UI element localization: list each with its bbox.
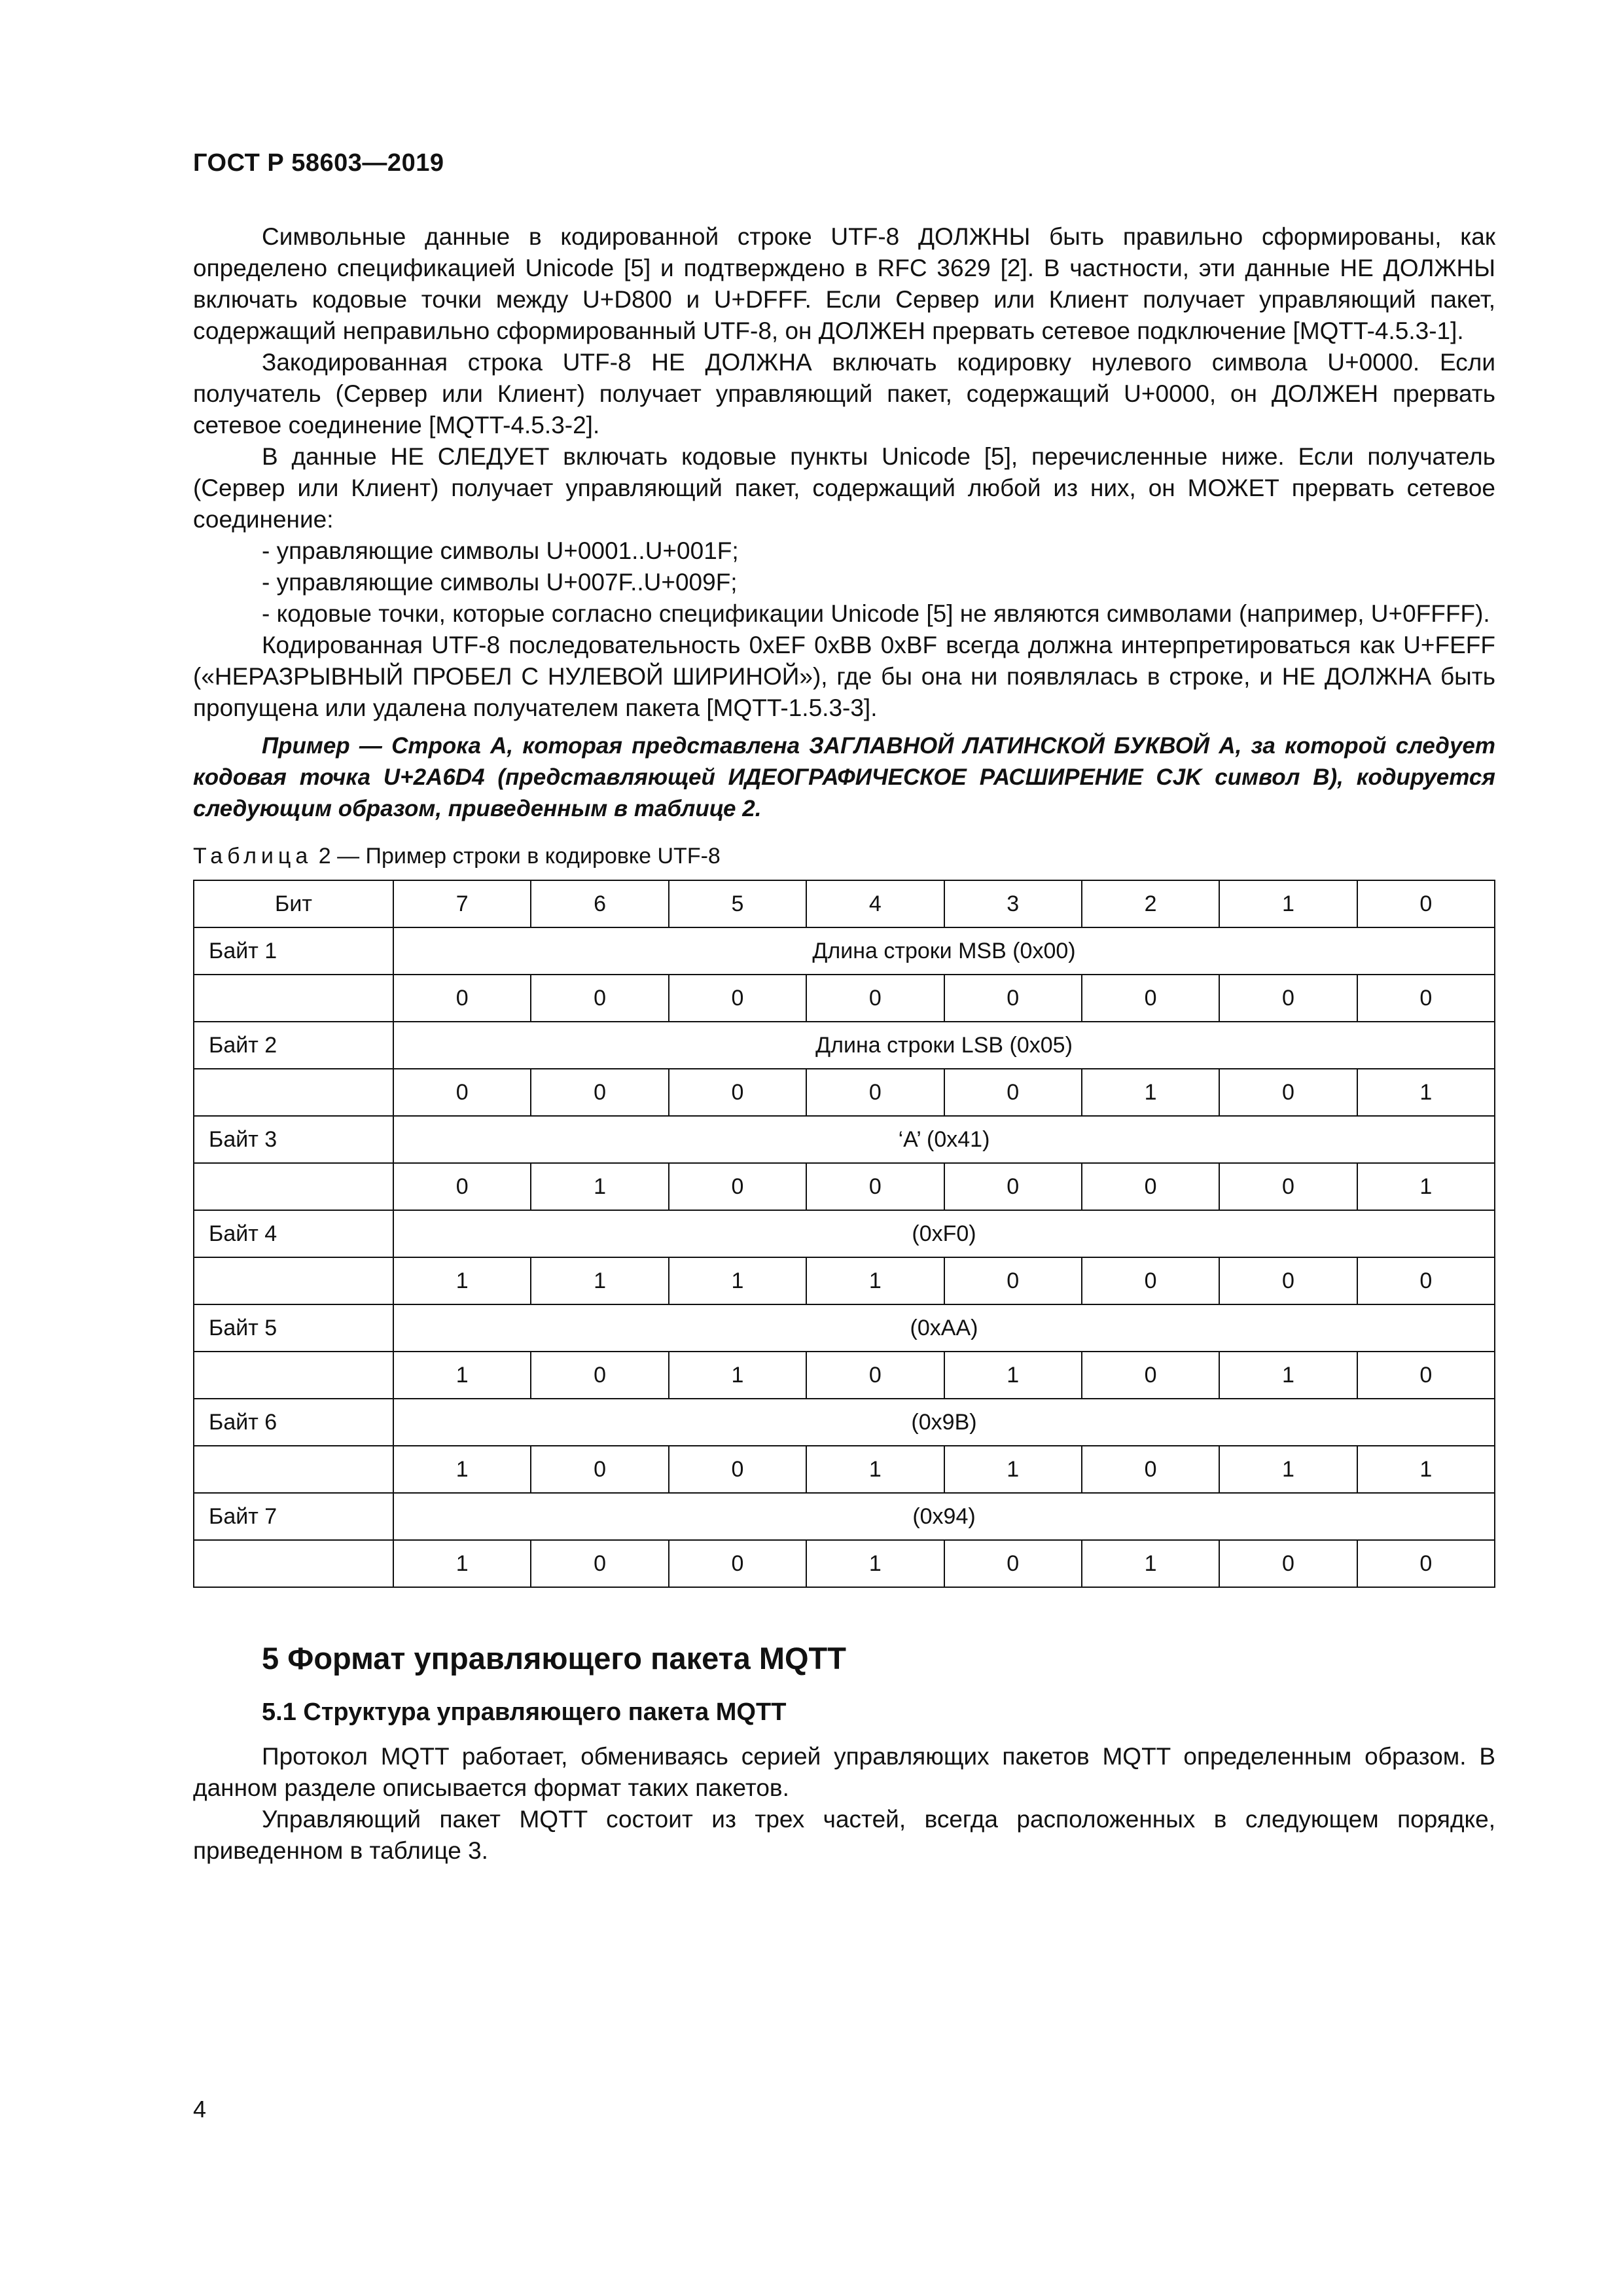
paragraph-null-char: Закодированная строка UTF-8 НЕ ДОЛЖНА включать кодировку нулевого символа U+0000. Если получатель (Сервер или Клиент) получает управляющий пакет, содержащий U+0000, он ДОЛЖЕН прервать сетевое соединение [MQTT-4.5.3-2]. bbox=[193, 349, 1495, 439]
bit-value-cell: 1 bbox=[669, 1257, 806, 1304]
bit-value-cell: 0 bbox=[1219, 975, 1357, 1022]
table-row-byte-label bbox=[194, 1022, 1495, 1069]
bit-value-cell: 0 bbox=[944, 1257, 1082, 1304]
bit-value-cell: 0 bbox=[1082, 1257, 1219, 1304]
bit-value-cell: 1 bbox=[531, 1257, 668, 1304]
utf8-bit-table bbox=[193, 880, 1495, 1588]
table-row-bits bbox=[194, 1352, 1495, 1399]
bit-value-cell: 1 bbox=[1357, 1069, 1495, 1116]
bit-value-cell: 1 bbox=[669, 1352, 806, 1399]
empty-cell bbox=[194, 1446, 393, 1493]
byte-description-cell: (0x9B) bbox=[393, 1399, 1495, 1446]
bit-value-cell: 1 bbox=[1357, 1446, 1495, 1493]
empty-cell bbox=[194, 1163, 393, 1210]
paragraph-excluded-codepoints: В данные НЕ СЛЕДУЕТ включать кодовые пункты Unicode [5], перечисленные ниже. Если получатель (Сервер или Клиент) получает управляющий пакет, содержащий любой из них, он МОЖЕТ прервать сетевое соединение: bbox=[193, 443, 1495, 533]
byte-description-cell: Длина строки LSB (0x05) bbox=[393, 1022, 1495, 1069]
bit-value-cell: 0 bbox=[1219, 1540, 1357, 1587]
table-row-bits bbox=[194, 1069, 1495, 1116]
bit-value-cell: 0 bbox=[1357, 1540, 1495, 1587]
byte-description-cell: (0x94) bbox=[393, 1493, 1495, 1540]
byte-description-cell: ‘A’ (0x41) bbox=[393, 1116, 1495, 1163]
bit-value-cell: 1 bbox=[806, 1257, 944, 1304]
bit-value-cell: 0 bbox=[393, 1069, 531, 1116]
bit-value-cell: 0 bbox=[806, 1163, 944, 1210]
header-cell: 6 bbox=[531, 880, 668, 927]
bit-value-cell: 0 bbox=[1219, 1069, 1357, 1116]
bit-value-cell: 1 bbox=[393, 1257, 531, 1304]
header-cell: 5 bbox=[669, 880, 806, 927]
bit-value-cell: 0 bbox=[806, 1069, 944, 1116]
list-item: - кодовые точки, которые согласно спецификации Unicode [5] не являются символами (например, U+0FFFF). bbox=[262, 600, 1490, 627]
bit-value-cell: 0 bbox=[531, 975, 668, 1022]
empty-cell bbox=[194, 1257, 393, 1304]
bit-value-cell: 0 bbox=[393, 1163, 531, 1210]
bit-value-cell: 1 bbox=[944, 1446, 1082, 1493]
table-row-bits bbox=[194, 1446, 1495, 1493]
bit-value-cell: 1 bbox=[806, 1540, 944, 1587]
bit-value-cell: 0 bbox=[531, 1352, 668, 1399]
bit-value-cell: 1 bbox=[393, 1446, 531, 1493]
bit-value-cell: 0 bbox=[806, 1352, 944, 1399]
bit-value-cell: 1 bbox=[1219, 1352, 1357, 1399]
bit-value-cell: 0 bbox=[669, 975, 806, 1022]
table-row-byte-label bbox=[194, 1399, 1495, 1446]
bit-value-cell: 1 bbox=[1082, 1069, 1219, 1116]
table-row-bits bbox=[194, 1257, 1495, 1304]
table-caption-text: 2 — Пример строки в кодировке UTF-8 bbox=[312, 844, 721, 869]
bit-value-cell: 0 bbox=[1082, 1163, 1219, 1210]
page-body bbox=[193, 221, 1495, 1867]
table-row-byte-label bbox=[194, 1116, 1495, 1163]
header-cell: 3 bbox=[944, 880, 1082, 927]
byte-label-cell: Байт 1 bbox=[194, 927, 393, 975]
bit-value-cell: 1 bbox=[393, 1352, 531, 1399]
bit-value-cell: 0 bbox=[531, 1069, 668, 1116]
bit-value-cell: 0 bbox=[531, 1446, 668, 1493]
table-caption bbox=[193, 840, 1495, 872]
bit-value-cell: 1 bbox=[1219, 1446, 1357, 1493]
bit-value-cell: 0 bbox=[944, 1540, 1082, 1587]
table-row-byte-label bbox=[194, 1493, 1495, 1540]
header-cell: 2 bbox=[1082, 880, 1219, 927]
list-item: - управляющие символы U+007F..U+009F; bbox=[262, 569, 738, 596]
paragraph-bom: Кодированная UTF-8 последовательность 0xEF 0xBB 0xBF всегда должна интерпретироваться как U+FEFF («НЕРАЗРЫВНЫЙ ПРОБЕЛ С НУЛЕВОЙ ШИРИНОЙ»), где бы она ни появлялась в строке, и НЕ ДОЛЖНА быть пропущена или удалена получателем пакета [MQTT-1.5.3-3]. bbox=[193, 632, 1495, 721]
byte-label-cell: Байт 5 bbox=[194, 1304, 393, 1352]
bit-value-cell: 1 bbox=[944, 1352, 1082, 1399]
bit-value-cell: 0 bbox=[1219, 1163, 1357, 1210]
empty-cell bbox=[194, 1069, 393, 1116]
bit-value-cell: 0 bbox=[1082, 975, 1219, 1022]
bit-value-cell: 0 bbox=[1357, 975, 1495, 1022]
bit-value-cell: 0 bbox=[944, 1069, 1082, 1116]
byte-label-cell: Байт 4 bbox=[194, 1210, 393, 1257]
section-paragraph: Протокол MQTT работает, обмениваясь серией управляющих пакетов MQTT определенным образом. В данном разделе описывается формат таких пакетов. bbox=[193, 1743, 1495, 1801]
bit-value-cell: 0 bbox=[669, 1069, 806, 1116]
bit-value-cell: 0 bbox=[1219, 1257, 1357, 1304]
paragraph-utf8-wellformed: Символьные данные в кодированной строке UTF-8 ДОЛЖНЫ быть правильно сформированы, как определено спецификацией Unicode [5] и подтверждено в RFC 3629 [2]. В частности, эти данные НЕ ДОЛЖНЫ включать кодовые точки между U+D800 и U+DFFF. Если Сервер или Клиент получает управляющий пакет, содержащий неправильно сформированный UTF-8, он ДОЛЖЕН прервать сетевое подключение [MQTT-4.5.3-1]. bbox=[193, 223, 1496, 344]
header-cell: 0 bbox=[1357, 880, 1495, 927]
bit-value-cell: 0 bbox=[944, 1163, 1082, 1210]
table-row-byte-label bbox=[194, 1304, 1495, 1352]
table-row-bits bbox=[194, 975, 1495, 1022]
byte-label-cell: Байт 7 bbox=[194, 1493, 393, 1540]
byte-description-cell: Длина строки MSB (0x00) bbox=[393, 927, 1495, 975]
list-item: - управляющие символы U+0001..U+001F; bbox=[262, 537, 739, 564]
empty-cell bbox=[194, 1352, 393, 1399]
bit-value-cell: 0 bbox=[1082, 1446, 1219, 1493]
bit-value-cell: 1 bbox=[393, 1540, 531, 1587]
bit-value-cell: 1 bbox=[806, 1446, 944, 1493]
subsection-title: 5.1 Структура управляющего пакета MQTT bbox=[262, 1698, 787, 1726]
table-caption-prefix: Таблица bbox=[193, 844, 313, 869]
bit-value-cell: 0 bbox=[1357, 1257, 1495, 1304]
byte-label-cell: Байт 2 bbox=[194, 1022, 393, 1069]
table-row-bits bbox=[194, 1163, 1495, 1210]
byte-description-cell: (0xAA) bbox=[393, 1304, 1495, 1352]
empty-cell bbox=[194, 1540, 393, 1587]
header-cell: 1 bbox=[1219, 880, 1357, 927]
bit-value-cell: 0 bbox=[393, 975, 531, 1022]
header-cell: 7 bbox=[393, 880, 531, 927]
header-cell: 4 bbox=[806, 880, 944, 927]
bit-value-cell: 0 bbox=[669, 1540, 806, 1587]
bit-value-cell: 1 bbox=[1082, 1540, 1219, 1587]
byte-label-cell: Байт 6 bbox=[194, 1399, 393, 1446]
section-paragraph: Управляющий пакет MQTT состоит из трех частей, всегда расположенных в следующем порядке, приведенном в таблице 3. bbox=[193, 1806, 1495, 1864]
bit-value-cell: 1 bbox=[531, 1163, 668, 1210]
bit-value-cell: 0 bbox=[944, 975, 1082, 1022]
table-row-byte-label bbox=[194, 1210, 1495, 1257]
bit-value-cell: 0 bbox=[669, 1163, 806, 1210]
bit-value-cell: 0 bbox=[1357, 1352, 1495, 1399]
bit-value-cell: 0 bbox=[806, 975, 944, 1022]
bit-value-cell: 0 bbox=[531, 1540, 668, 1587]
empty-cell bbox=[194, 975, 393, 1022]
byte-label-cell: Байт 3 bbox=[194, 1116, 393, 1163]
byte-description-cell: (0xF0) bbox=[393, 1210, 1495, 1257]
document-header: ГОСТ Р 58603—2019 bbox=[193, 149, 444, 177]
table-header-row bbox=[194, 880, 1495, 927]
bit-value-cell: 0 bbox=[669, 1446, 806, 1493]
page-number: 4 bbox=[193, 2096, 207, 2123]
bit-value-cell: 0 bbox=[1082, 1352, 1219, 1399]
section-title: 5 Формат управляющего пакета MQTT bbox=[262, 1641, 846, 1676]
table-row-bits bbox=[194, 1540, 1495, 1587]
table-row-byte-label bbox=[194, 927, 1495, 975]
bit-value-cell: 1 bbox=[1357, 1163, 1495, 1210]
example-note: Пример — Строка А, которая представлена ЗАГЛАВНОЙ ЛАТИНСКОЙ БУКВОЙ А, за которой следует кодовая точка U+2A6D4 (представляющей ИДЕОГРАФИЧЕСКОЕ РАСШИРЕНИЕ CJK символ B), кодируется следующим образом, приведенным в таблице 2. bbox=[193, 733, 1495, 821]
header-cell-bit: Бит bbox=[194, 880, 393, 927]
